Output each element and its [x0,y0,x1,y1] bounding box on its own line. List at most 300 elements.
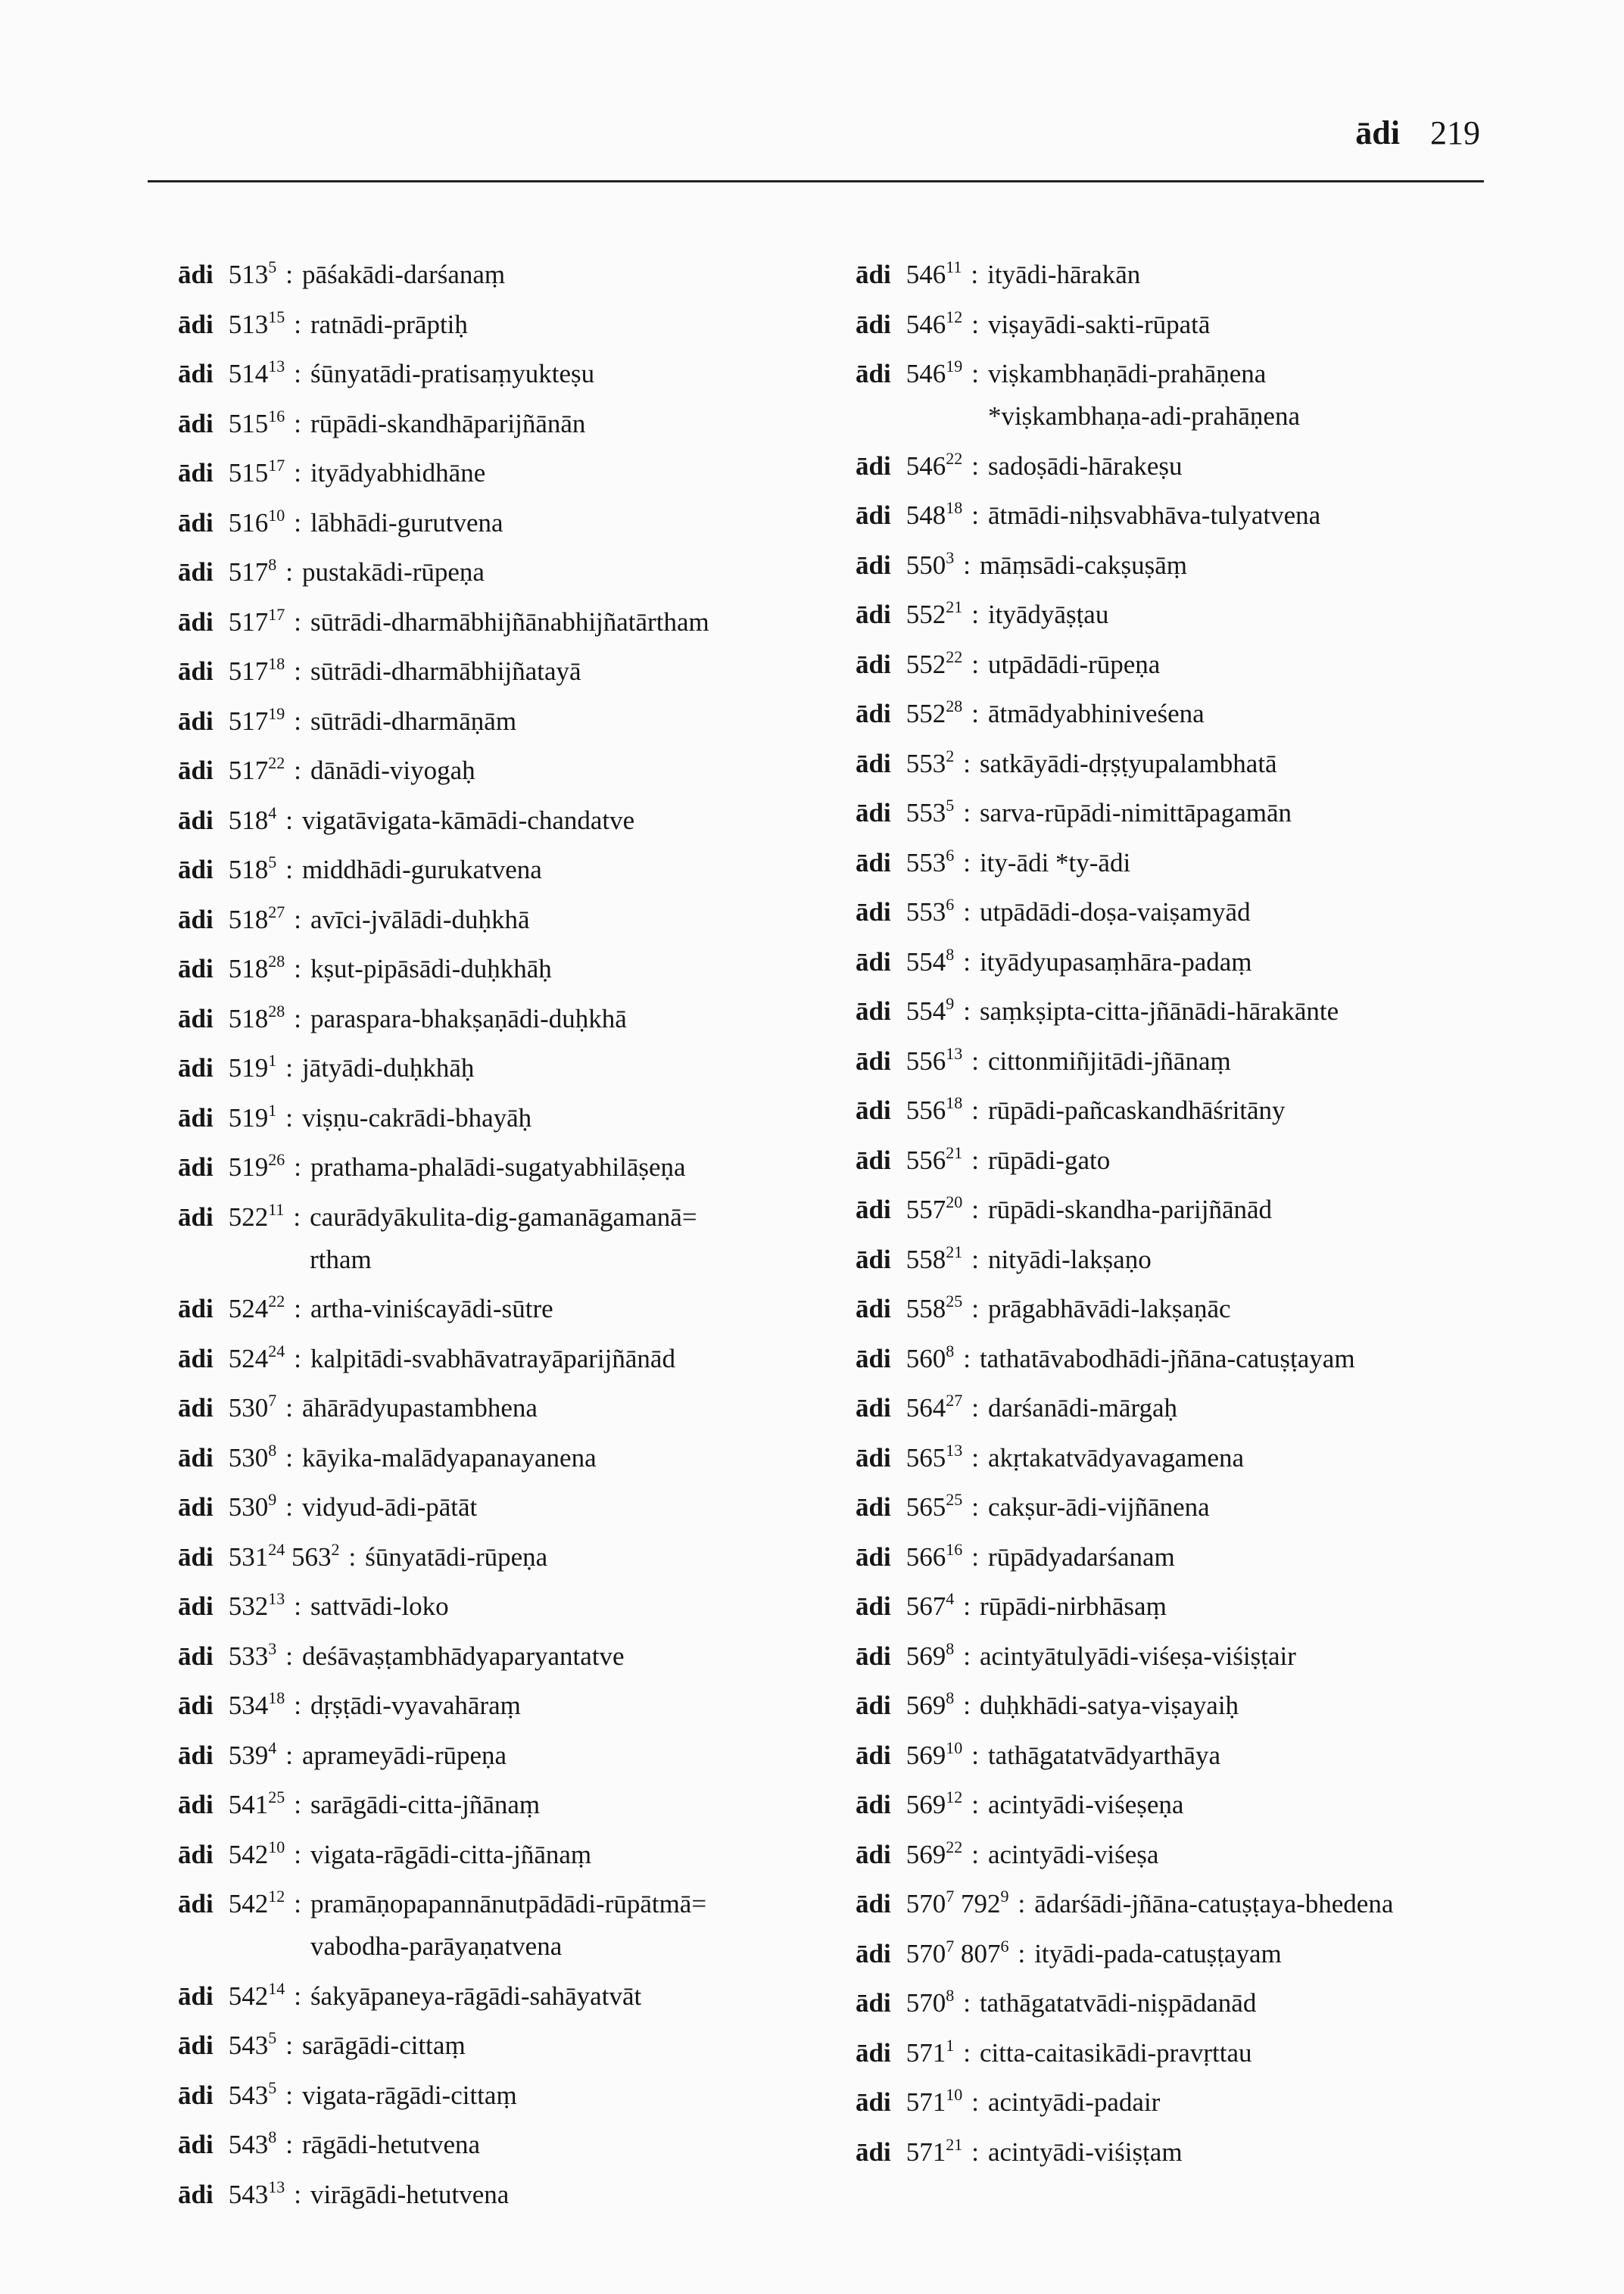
index-entry [856,1040,1484,1083]
entry-form: śūnyatādi-pratisaṃyukteṣu [310,359,595,388]
entry-separator: : [285,1442,293,1473]
reference-page: 558 [906,1244,946,1274]
entry-reference [229,650,285,693]
index-entry [856,1089,1484,1132]
entry-form: lābhādi-gurutvena [310,507,503,538]
reference-page: 518 [228,954,269,983]
reference-line: 1 [946,2035,955,2055]
reference-line: 22 [946,647,963,666]
entry-headword: ādi [178,408,214,438]
reference-page: 546 [906,309,946,339]
reference-line: 7 [946,1887,955,1906]
reference-line: 22 [946,1837,963,1856]
index-entry [856,792,1484,834]
reference-page: 539 [228,1740,269,1770]
reference-line: 8 [268,1440,277,1460]
entry-separator: : [1018,1938,1026,1968]
entry-separator: : [963,847,971,877]
entry-reference [229,1834,285,1876]
entry-reference [229,948,285,990]
reference-line: 21 [946,1242,963,1261]
entry-reference [229,2074,277,2117]
entry-reference [229,1735,277,1777]
entry-separator: : [971,699,979,728]
entry-form: ityādyabhidhāne [310,458,486,488]
reference-line: 16 [268,406,285,425]
reference-page: 548 [906,500,946,530]
entry-headword: ādi [856,1492,891,1522]
entry-separator: : [285,1740,293,1770]
entry-headword: ādi [856,996,891,1026]
reference-page: 565 [906,1492,946,1522]
reference-page: 570 [906,1938,946,1968]
entry-separator: : [971,1145,979,1175]
entry-separator: : [963,897,971,927]
index-entry [856,1536,1484,1579]
entry-separator: : [294,656,301,686]
index-entry [178,353,829,395]
entry-reference [906,254,962,296]
index-entry [178,1486,829,1529]
entry-headword: ādi [856,600,891,629]
entry-form: dānādi-viyogaḥ [310,756,475,785]
entry-form: tathāgatatvādi-niṣpādanād [979,1988,1257,2018]
reference-line: 16 [946,1539,963,1559]
entry-separator: : [285,1053,293,1083]
entry-form: tathāgatatvādyarthāya [987,1740,1220,1770]
reference-line: 22 [268,1292,285,1311]
reference-line: 28 [946,697,963,715]
entry-headword: ādi [856,699,891,728]
entry-form: utpādādi-doṣa-vaiṣamyād [979,897,1251,927]
index-entry [856,1735,1484,1777]
entry-reference [229,1196,285,1239]
reference-page: 556 [906,1046,946,1076]
index-entry [856,1189,1484,1231]
reference-line: 25 [268,1788,285,1806]
reference-page: 553 [906,897,946,927]
reference-page: 792 [960,1889,1001,1918]
index-entry [178,452,829,494]
entry-headword: ādi [856,1046,891,1076]
reference-line: 22 [268,753,285,772]
entry-headword: ādi [856,550,891,580]
entry-separator: : [971,1839,979,1869]
reference-line: 10 [268,1837,285,1856]
entry-reference [229,1338,285,1380]
index-entry [856,594,1484,636]
reference-page: 543 [228,2130,269,2159]
entry-separator: : [285,805,293,835]
reference-line: 18 [946,498,963,517]
reference-page: 552 [906,600,946,629]
reference-line: 1 [268,1051,277,1070]
index-entry [178,2024,829,2067]
reference-line: 6 [946,895,955,914]
entry-separator: : [971,260,979,289]
reference-line: 12 [946,307,963,326]
index-entry [178,2174,829,2216]
entry-headword: ādi [856,1889,891,1918]
reference-page: 807 [960,1938,1001,1968]
entry-separator: : [971,1195,979,1224]
reference-page: 530 [228,1393,269,1423]
reference-line: 8 [946,1986,955,2005]
entry-form: ityādyāṣṭau [987,600,1109,629]
entry-reference [906,2081,963,2124]
entry-headword: ādi [178,1442,214,1473]
entry-reference [906,1387,963,1429]
reference-line: 8 [268,555,277,574]
reference-page: 560 [906,1343,946,1373]
index-entry [856,990,1484,1033]
index-entry [178,1437,829,1479]
index-entry [178,1834,829,1876]
reference-line: 12 [946,1788,963,1806]
reference-line: 7 [268,1391,277,1410]
entry-separator: : [971,1096,979,1125]
entry-form: darśanādi-mārgaḥ [987,1393,1178,1423]
entry-separator: : [971,600,979,629]
entry-form: kṣut-pipāsādi-duḥkhāḥ [310,954,552,983]
entry-headword: ādi [178,1541,214,1572]
entry-headword: ādi [178,1981,214,2011]
index-entry [178,1536,829,1579]
index-entry [856,445,1484,488]
entry-form: sūtrādi-dharmāṇām [310,706,517,736]
entry-headword: ādi [178,606,214,637]
entry-reference [906,842,955,884]
entry-reference [906,304,963,346]
entry-form: sūtrādi-dharmābhijñānabhijñatārtham [310,606,709,637]
entry-reference [229,1387,277,1429]
index-entry [856,494,1484,537]
index-entry [856,304,1484,346]
entry-reference [906,1239,963,1281]
entry-headword: ādi [178,1152,214,1182]
entry-form: sarāgādi-citta-jñānaṃ [310,1790,541,1819]
entry-separator: : [294,756,301,785]
entry-headword: ādi [178,756,214,785]
reference-line: 26 [268,1150,285,1169]
entry-separator: : [294,1152,301,1182]
index-entry [856,2032,1484,2074]
entry-reference [906,1735,963,1777]
reference-page: 546 [906,450,946,481]
index-entry [178,799,829,842]
entry-form: sadoṣādi-hārakeṣu [987,450,1183,481]
entry-headword: ādi [856,847,891,877]
entry-reference [906,743,955,785]
reference-line: 8 [946,1341,955,1361]
entry-reference [229,1486,277,1529]
reference-page: 571 [906,2137,946,2167]
entry-reference [229,849,277,891]
entry-headword: ādi [856,748,891,778]
index-entry [178,750,829,792]
index-entry [178,304,829,346]
entry-separator: : [963,2037,971,2068]
entry-headword: ādi [856,450,891,481]
entry-separator: : [285,1393,293,1423]
index-entry [856,1685,1484,1727]
reference-page: 518 [228,805,269,835]
reference-line: 4 [268,1738,277,1757]
entry-reference [906,1933,1009,1975]
entry-separator: : [971,1046,979,1076]
index-entry [856,1635,1484,1678]
entry-headword: ādi [856,1938,891,1968]
reference-page: 571 [906,2087,946,2117]
entry-form: dṛṣṭādi-vyavahāraṃ [310,1691,521,1720]
entry-headword: ādi [178,904,214,934]
entry-form: acintyādi-padair [987,2087,1161,2117]
entry-headword: ādi [178,1053,214,1083]
entry-reference [906,1585,955,1628]
reference-page: 542 [228,1889,269,1918]
entry-form: artha-viniścayādi-sūtre [310,1294,553,1323]
entry-form: sattvādi-loko [310,1591,449,1621]
entry-headword: ādi [178,1202,214,1232]
reference-page: 531 [228,1541,269,1572]
entry-form: kāyika-malādyapanayanena [301,1442,597,1473]
entry-headword: ādi [856,1839,891,1869]
reference-page: 517 [228,557,269,587]
entry-form: pustakādi-rūpeṇa [301,557,485,587]
reference-line: 4 [946,1589,955,1608]
entry-headword: ādi [178,507,214,538]
entry-reference [229,304,285,346]
entry-form: śūnyatādi-rūpeṇa [365,1541,548,1572]
entry-separator: : [348,1541,357,1572]
index-entry [856,544,1484,587]
entry-form: acintyādi-viśeṣeṇa [987,1790,1184,1819]
index-entry [178,1685,829,1727]
entry-reference [229,1146,285,1189]
reference-line: 8 [268,2127,277,2146]
reference-page: 518 [228,855,269,884]
entry-form: cittonmiñjitādi-jñānaṃ [987,1046,1231,1076]
entry-reference [906,792,955,834]
reference-page: 569 [906,1839,946,1869]
entry-headword: ādi [856,946,891,977]
index-entry [178,1047,829,1089]
entry-separator: : [963,748,971,778]
entry-reference [906,594,963,636]
entry-separator: : [285,855,293,884]
entry-reference [229,1975,285,2018]
reference-line: 19 [946,357,963,376]
index-entry [856,743,1484,785]
reference-page: 518 [228,1003,269,1033]
entry-reference [906,644,963,686]
entry-headword: ādi [178,805,214,835]
entry-form: virāgādi-hetutvena [310,2179,510,2209]
entry-reference [229,1883,285,1925]
entry-form: ādarśādi-jñāna-catuṣṭaya-bhedena [1034,1889,1394,1918]
entry-reference [229,452,285,494]
index-entry [178,1338,829,1380]
entry-headword: ādi [178,1740,214,1770]
reference-page: 569 [906,1740,946,1770]
entry-reference [229,1635,277,1678]
reference-page: 553 [906,847,946,877]
reference-page: 524 [228,1343,269,1373]
entry-separator: : [294,1981,301,2011]
reference-line: 8 [946,1688,955,1707]
entry-form: saṃkṣipta-citta-jñānādi-hārakānte [979,996,1339,1026]
entry-form: sūtrādi-dharmābhijñatayā [310,656,581,686]
entry-separator: : [285,2130,293,2159]
entry-headword: ādi [178,1839,214,1869]
reference-page: 566 [906,1541,946,1572]
entry-reference [229,2024,277,2067]
index-entry [856,1139,1484,1182]
entry-headword: ādi [856,1294,891,1323]
index-entry [178,2124,829,2166]
entry-separator: : [971,1393,979,1423]
entry-reference [906,1685,955,1727]
index-entry [178,403,829,445]
reference-line: 7 [946,1936,955,1956]
entry-separator: : [963,1691,971,1720]
right-column [856,254,1484,2180]
entry-headword: ādi [856,1195,891,1224]
index-entry [178,650,829,693]
entry-reference [229,1288,285,1330]
entry-form: citta-caitasikādi-pravṛttau [979,2037,1252,2068]
reference-page: 557 [906,1195,946,1224]
reference-line: 5 [946,796,955,815]
index-entry [856,1288,1484,1330]
index-entry [178,1883,829,1968]
index-entry [856,1933,1484,1975]
entry-reference [229,750,285,792]
entry-form: vigata-rāgādi-cittaṃ [301,2080,517,2110]
entry-reference [906,1288,963,1330]
index-entry [856,1982,1484,2024]
reference-page: 515 [228,408,269,438]
entry-form: utpādādi-rūpeṇa [987,649,1161,679]
entry-reference [229,403,285,445]
header-headword: ādi [1355,114,1400,151]
entry-separator: : [294,904,301,934]
entry-reference [906,1139,963,1182]
entry-headword: ādi [178,1393,214,1423]
index-entry [856,1239,1484,1281]
entry-separator: : [285,2031,293,2060]
entry-headword: ādi [178,855,214,884]
reference-page: 552 [906,649,946,679]
entry-reference [229,700,285,743]
entry-headword: ādi [856,309,891,339]
reference-page: 567 [906,1591,946,1621]
entry-headword: ādi [856,260,891,289]
entry-separator: : [971,1442,979,1473]
entry-reference [229,1784,285,1826]
entry-form: ātmādi-niḥsvabhāva-tulyatvena [987,500,1321,530]
entry-headword: ādi [178,1790,214,1819]
entry-separator: : [971,1244,979,1274]
reference-line: 18 [268,1688,285,1707]
entry-headword: ādi [178,1641,214,1671]
entry-separator: : [294,359,301,388]
entry-separator: : [285,1492,293,1522]
entry-form: prāgabhāvādi-lakṣaṇāc [987,1294,1231,1323]
reference-line: 17 [268,456,285,475]
entry-form: viṣkambhaṇādi-prahāṇena *viṣkambhaṇa-adi-prahāṇena [987,359,1300,431]
entry-separator: : [963,1988,971,2018]
index-entry [178,998,829,1040]
entry-separator: : [971,359,979,388]
reference-page: 554 [906,996,946,1026]
reference-page: 517 [228,756,269,785]
reference-line: 4 [268,803,277,822]
index-entry [856,2081,1484,2124]
index-entry [856,1834,1484,1876]
entry-form: ityādyupasaṃhāra-padaṃ [979,946,1252,977]
index-entry [856,941,1484,983]
reference-line: 27 [268,902,285,921]
entry-form: sarāgādi-cittaṃ [301,2031,466,2060]
index-entry [178,1585,829,1628]
entry-form: rūpādi-nirbhāsaṃ [979,1591,1167,1621]
reference-line: 5 [268,2077,277,2097]
entry-headword: ādi [856,2087,891,2117]
entry-form: vidyud-ādi-pātāt [301,1492,478,1522]
entry-form: viṣṇu-cakrādi-bhayāḥ [301,1102,532,1133]
entry-headword: ādi [178,1343,214,1373]
reference-page: 515 [228,458,269,488]
reference-page: 570 [906,1988,946,2018]
entry-headword: ādi [856,1244,891,1274]
reference-page: 569 [906,1641,946,1671]
reference-line: 17 [268,604,285,624]
entry-reference [906,1486,963,1529]
reference-page: 524 [228,1294,269,1323]
entry-headword: ādi [178,1102,214,1133]
reference-line: 5 [268,257,277,276]
reference-page: 518 [228,904,269,934]
reference-line: 9 [268,1490,277,1509]
reference-line: 15 [268,307,285,326]
reference-page: 543 [228,2080,269,2110]
entry-headword: ādi [178,260,214,289]
entry-separator: : [285,260,293,289]
entry-separator: : [285,2080,293,2110]
entry-form: ātmādyabhiniveśena [987,699,1205,728]
reference-line: 3 [946,547,955,567]
entry-reference [229,998,285,1040]
entry-separator: : [294,1294,301,1323]
index-entry [856,891,1484,933]
entry-separator: : [294,706,301,736]
reference-line: 9 [946,994,955,1013]
entry-form: rūpādi-skandha-parijñānād [987,1195,1273,1224]
entry-separator: : [294,1591,301,1621]
reference-line: 19 [268,703,285,723]
entry-headword: ādi [856,1145,891,1175]
reference-page: 556 [906,1096,946,1125]
entry-reference [906,1784,963,1826]
entry-separator: : [294,1343,301,1373]
reference-line: 13 [268,357,285,376]
entry-separator: : [1018,1889,1026,1918]
entry-separator: : [971,2087,979,2117]
entry-headword: ādi [178,2179,214,2209]
index-entry [178,1288,829,1330]
index-entry [856,1387,1484,1429]
